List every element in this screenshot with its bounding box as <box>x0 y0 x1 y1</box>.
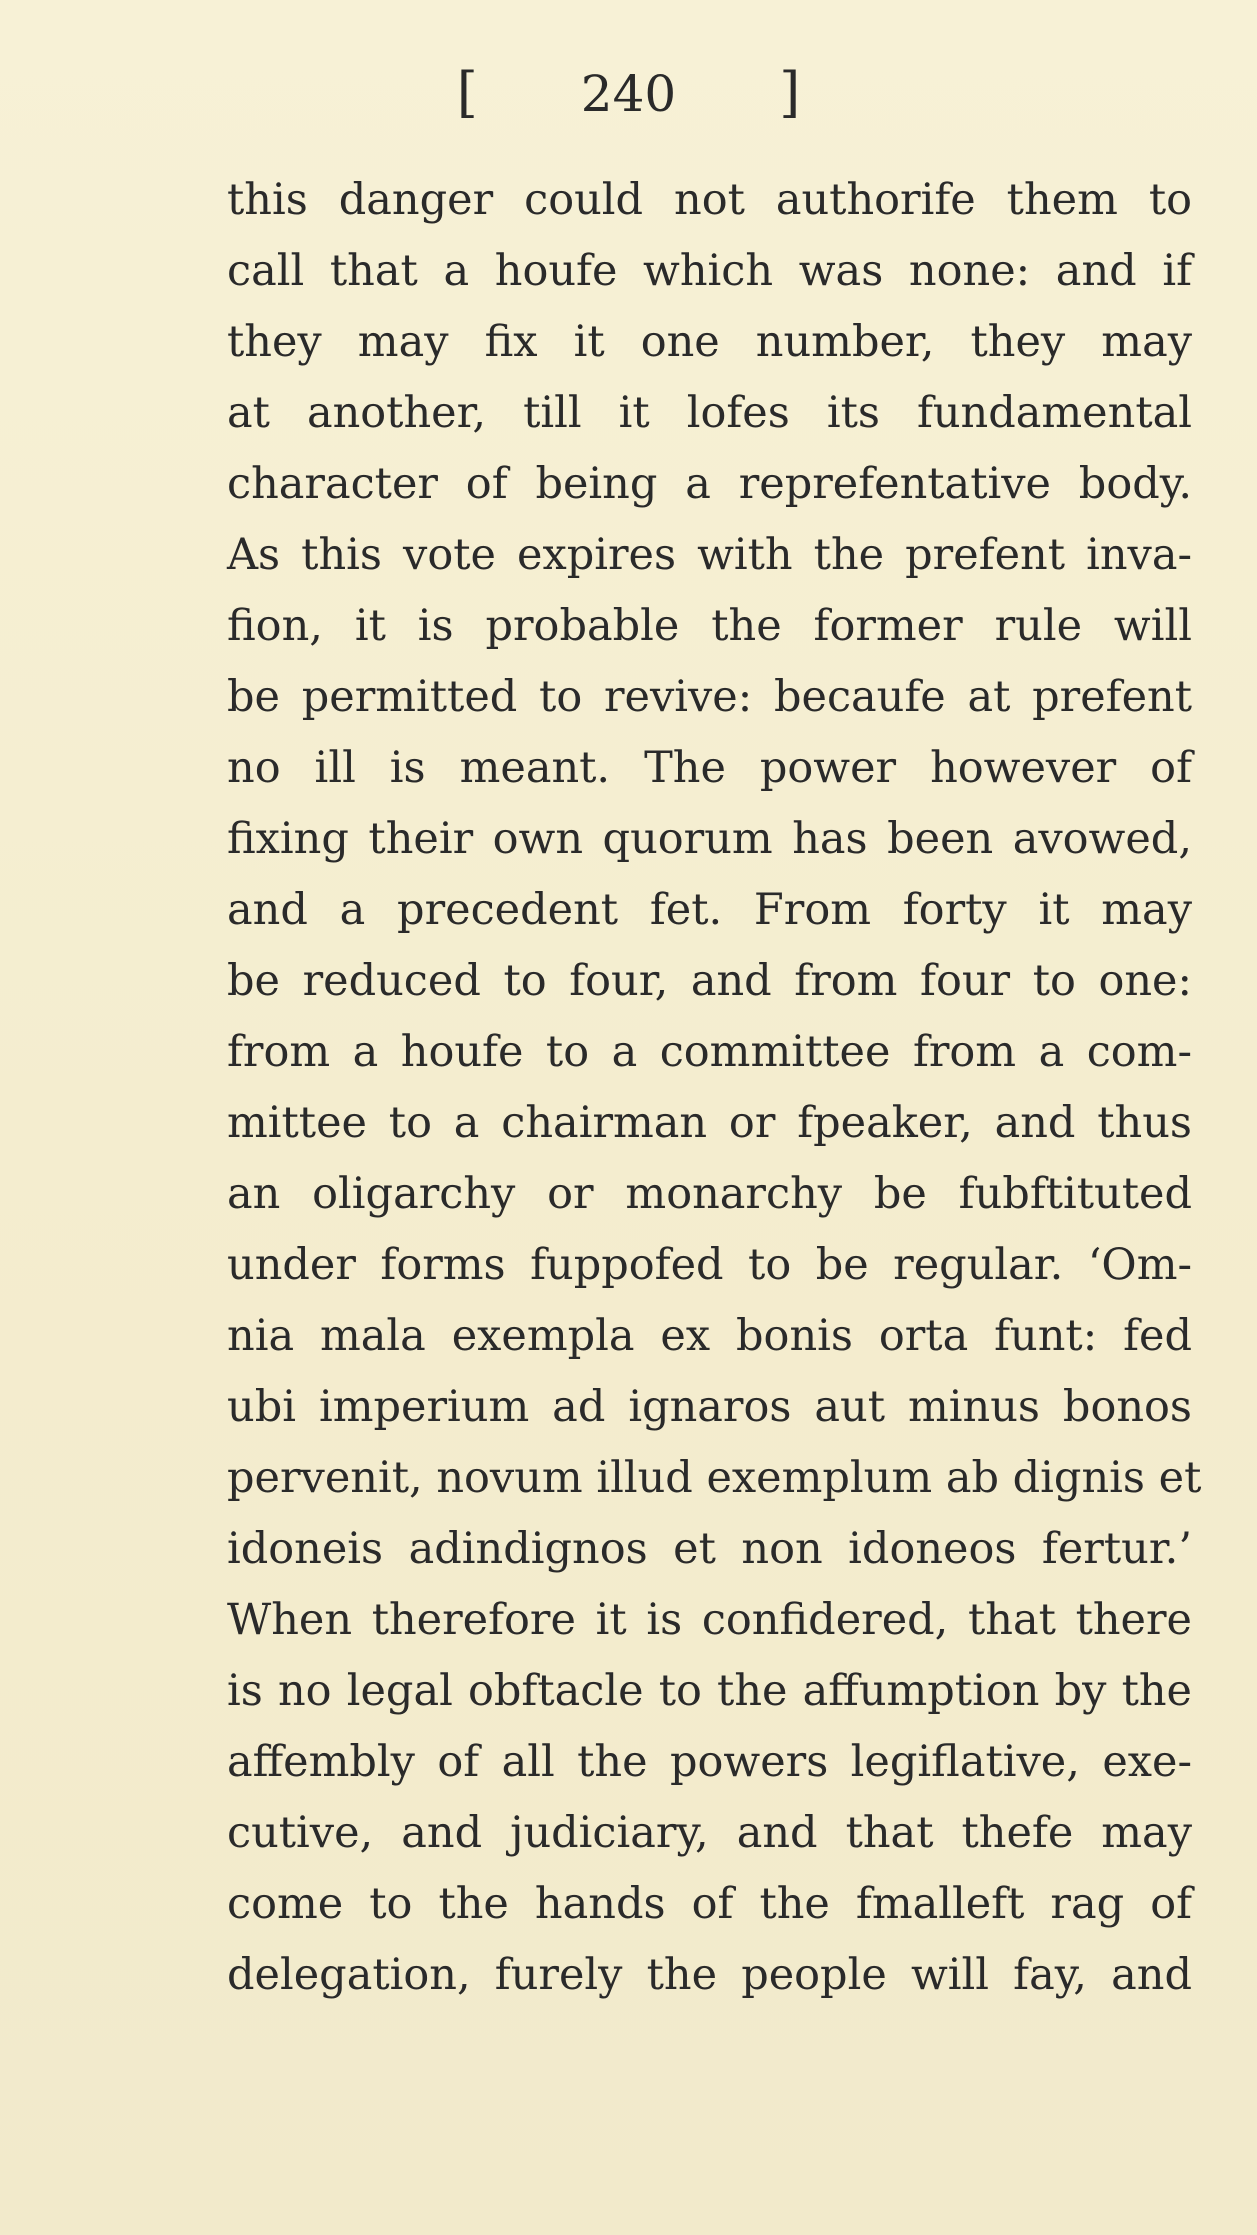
text-line: fion, it is probable the former rule will <box>227 601 1192 651</box>
body-text <box>227 165 1202 2011</box>
text-line: no ill is meant. The power however of <box>227 743 1192 793</box>
text-line: is no legal obftacle to the affumption by the <box>227 1666 1192 1716</box>
text-line: delegation, furely the people will fay, and <box>227 1950 1192 2000</box>
text-line: this danger could not authorife them to <box>227 175 1192 225</box>
text-line: they may fix it one number, they may <box>227 317 1192 367</box>
text-line: an oligarchy or monarchy be fubftituted <box>227 1169 1192 1219</box>
text-line: and a precedent fet. From forty it may <box>227 885 1192 935</box>
text-line: As this vote expires with the prefent inva- <box>227 530 1192 580</box>
text-line: come to the hands of the fmalleft rag of <box>227 1879 1192 1929</box>
text-line: ubi imperium ad ignaros aut minus bonos <box>227 1382 1192 1432</box>
text-line: idoneis adindignos et non idoneos fertur.’ <box>227 1524 1192 1574</box>
page-header <box>0 58 1257 129</box>
right-bracket: ] <box>779 61 801 124</box>
text-line: fixing their own quorum has been avowed, <box>227 814 1192 864</box>
text-line: under forms fuppofed to be regular. ‘Om- <box>227 1240 1192 1290</box>
text-line: When therefore it is confidered, that there <box>227 1595 1192 1645</box>
text-line: affembly of all the powers legiflative, exe- <box>227 1737 1192 1787</box>
text-line: from a houfe to a committee from a com- <box>227 1027 1192 1077</box>
text-line: nia mala exempla ex bonis orta funt: fed <box>227 1311 1192 1361</box>
text-line: mittee to a chairman or fpeaker, and thus <box>227 1098 1192 1148</box>
text-line: call that a houfe which was none: and if <box>227 246 1192 296</box>
text-line: at another, till it lofes its fundamental <box>227 388 1192 438</box>
text-line: cutive, and judiciary, and that thefe may <box>227 1808 1192 1858</box>
left-bracket: [ <box>456 61 478 124</box>
page-number: 240 <box>580 65 677 123</box>
text-line: character of being a reprefentative body. <box>227 459 1192 509</box>
text-line: be permitted to revive: becaufe at prefent <box>227 672 1192 722</box>
text-line: be reduced to four, and from four to one: <box>227 956 1192 1006</box>
text-line: pervenit, novum illud exemplum ab dignis et <box>227 1453 1202 1503</box>
